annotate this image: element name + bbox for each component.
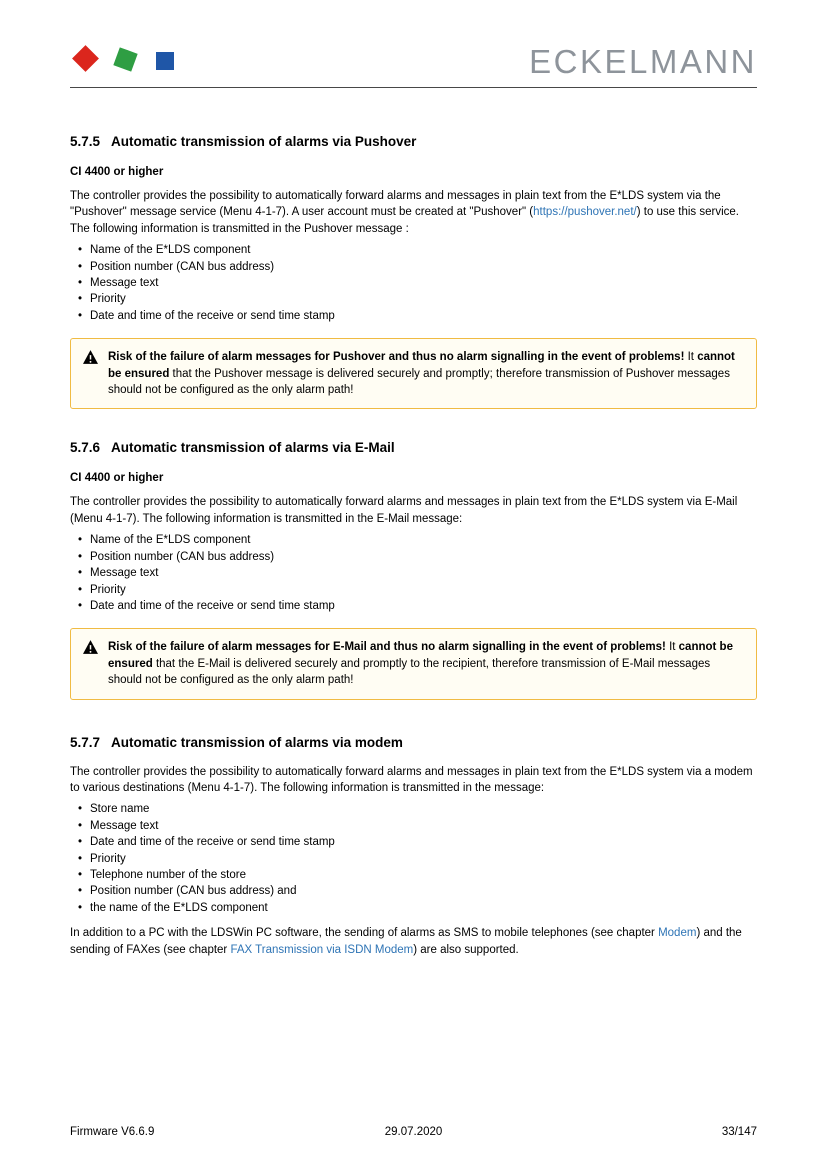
warning-emphasis: cannot be ensured (108, 641, 733, 670)
warning-body: that the E-Mail is delivered securely and promptly to the recipient, therefore transmission of E-Mail messages should not be configured as the only alarm path! (108, 657, 711, 687)
warning-body: It (684, 351, 698, 364)
outro-text: In addition to a PC with the LDSWin PC software, the sending of alarms as SMS to mobile telephones (see chapter (70, 927, 659, 940)
list-item: • Position number (CAN bus address) (70, 259, 757, 275)
section-email (70, 439, 757, 699)
logo-red-diamond-icon (70, 43, 100, 73)
list-item: • Priority (70, 851, 757, 867)
warning-triangle-icon (83, 639, 98, 688)
section-modem (70, 734, 757, 958)
outro-text: ) are also supported. (413, 943, 519, 956)
bullet-list (70, 801, 757, 916)
section-heading (70, 439, 757, 456)
intro-text: The controller provides the possibility to automatically forward alarms and messages in plain text from the E*LDS system via the "Pushover" message service (Menu 4-1-7). A user account must be created at "Pushover" ( (70, 190, 721, 219)
fax-chapter-link[interactable]: FAX Transmission via ISDN Modem (230, 943, 414, 956)
section-title: Automatic transmission of alarms via Pushover (111, 134, 417, 149)
list-item: • Date and time of the receive or send time stamp (70, 834, 757, 850)
list-item: • Date and time of the receive or send time stamp (70, 308, 757, 324)
warning-emphasis: cannot be ensured (108, 351, 735, 380)
warning-body: It (665, 641, 679, 654)
requirement-note: CI 4400 or higher (70, 472, 164, 485)
section-pushover (70, 133, 757, 409)
page-footer (70, 1125, 757, 1139)
list-item: • Message text (70, 275, 757, 291)
warning-box (70, 628, 757, 699)
logo-green-diamond-icon (110, 43, 140, 73)
paragraph (70, 188, 757, 237)
section-heading (70, 133, 757, 150)
bullet-list (70, 242, 757, 324)
list-item: • Name of the E*LDS component (70, 242, 757, 258)
warning-text (108, 639, 744, 688)
section-heading (70, 734, 757, 751)
warning-box (70, 338, 757, 409)
warning-lead: Risk of the failure of alarm messages for E-Mail and thus no alarm signalling in the event of problems! (108, 641, 666, 654)
paragraph: The controller provides the possibility to automatically forward alarms and messages in plain text from the E*LDS system via E-Mail (Menu 4-1-7). The following information is transmitted in the E-Mail message: (70, 496, 738, 525)
bullet-list (70, 532, 757, 614)
section-title: Automatic transmission of alarms via E-Mail (111, 440, 395, 456)
footer-page-number: 33/147 (721, 1126, 757, 1138)
list-item: • Priority (70, 582, 757, 598)
company-logo-icon (70, 36, 180, 80)
list-item: • Telephone number of the store (70, 867, 757, 883)
footer-firmware-version: Firmware V6.6.9 (70, 1126, 155, 1138)
list-item: • Message text (70, 565, 757, 581)
outro-text: ) and the sending of FAXes (see chapter (70, 927, 742, 956)
list-item: • Date and time of the receive or send time stamp (70, 598, 757, 614)
list-item: • Message text (70, 818, 757, 834)
paragraph: The controller provides the possibility to automatically forward alarms and messages in plain text from the E*LDS system via a modem to various destinations (Menu 4-1-7). The following information is transmitted in the message: (70, 765, 753, 794)
section-number: 5.7.6 (70, 440, 101, 456)
warning-lead: Risk of the failure of alarm messages for Pushover and thus no alarm signalling in the event of problems! (108, 351, 685, 364)
list-item: • the name of the E*LDS component (70, 900, 757, 916)
section-number: 5.7.5 (70, 134, 101, 149)
section-title: Automatic transmission of alarms via modem (111, 734, 403, 750)
intro-text: ) to use this service. The following information is transmitted in the Pushover message : (70, 206, 739, 235)
modem-chapter-link[interactable]: Modem (658, 927, 697, 940)
list-item: • Position number (CAN bus address) and (70, 883, 757, 899)
pushover-url-link[interactable]: https://pushover.net/ (533, 206, 637, 219)
section-number: 5.7.7 (70, 734, 101, 750)
warning-body: that the Pushover message is delivered securely and promptly; therefore transmission of Pushover messages should not be configured as the only alarm path! (108, 367, 730, 397)
list-item: • Priority (70, 291, 757, 307)
page-header (70, 0, 757, 88)
brand-wordmark: ECKELMANN (529, 43, 757, 80)
logo-blue-square-icon (150, 43, 180, 73)
list-item: • Position number (CAN bus address) (70, 549, 757, 565)
list-item: • Store name (70, 801, 757, 817)
list-item: • Name of the E*LDS component (70, 532, 757, 548)
requirement-note: CI 4400 or higher (70, 166, 164, 178)
warning-triangle-icon (83, 349, 98, 398)
footer-date: 29.07.2020 (384, 1126, 443, 1138)
paragraph (70, 925, 757, 958)
warning-text (108, 349, 744, 398)
